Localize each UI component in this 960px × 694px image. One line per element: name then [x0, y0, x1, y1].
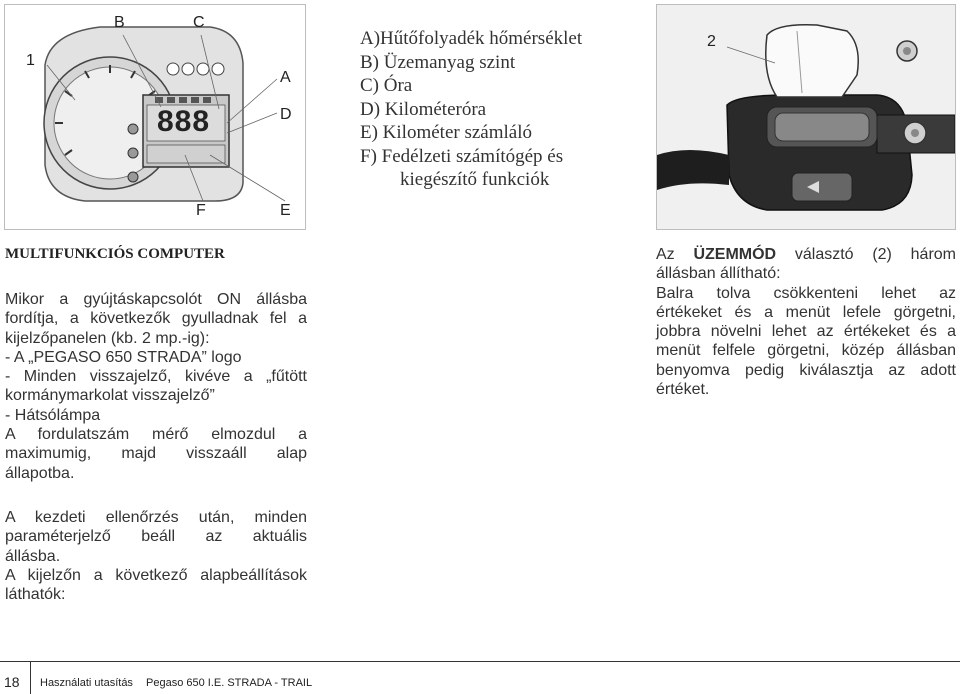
label-f: F — [196, 202, 206, 219]
legend-item-b: B) Üzemanyag szint — [360, 51, 516, 73]
label-1: 1 — [26, 52, 35, 69]
mode-line-4: értékeket és a menüt lefele görgetni, — [656, 303, 956, 321]
mode-keyword: ÜZEMMÓD — [693, 246, 777, 263]
intro-line-10: állapotba. — [5, 464, 75, 482]
handlebar-switch-figure — [656, 4, 956, 230]
mode-line-1 — [656, 245, 956, 264]
label-2: 2 — [707, 33, 716, 50]
intro-line-2: fordítja, a következők gyulladnak fel a — [5, 310, 307, 328]
label-a: A — [280, 69, 291, 86]
legend-item-e: E) Kilométer számláló — [360, 122, 532, 143]
legend-item-a: A)Hűtőfolyadék hőmérséklet — [360, 28, 583, 49]
mode-line-6: menüt felfele görgetni, közép állásban — [656, 342, 956, 360]
followup-line-2: paraméterjelző beáll az aktuális — [5, 528, 307, 546]
legend-item-c: C) Óra — [360, 75, 413, 96]
legend-item-f: F) Fedélzeti számítógép és — [360, 145, 564, 167]
intro-line-7: - Hátsólámpa — [5, 406, 101, 424]
legend-item-f-cont: kiegészítő funkciók — [400, 169, 550, 190]
footer-divider — [30, 661, 31, 694]
intro-line-4: - A „PEGASO 650 STRADA” logo — [5, 348, 242, 366]
footer-rule — [0, 661, 960, 662]
handlebar-switch-illustration — [657, 5, 955, 229]
followup-line-4: A kijelzőn a következő alapbeállítások — [5, 566, 307, 584]
intro-line-9: maximumig, majd visszaáll alap — [5, 445, 307, 463]
lcd-digits: 888 — [157, 105, 211, 138]
footer-manual-title: Használati utasítás — [40, 677, 133, 689]
label-c: C — [193, 14, 205, 31]
followup-line-3: állásba. — [5, 547, 61, 565]
legend-item-d: D) Kilométeróra — [360, 98, 487, 120]
intro-line-3: kijelzőpanelen (kb. 2 mp.-ig): — [5, 329, 210, 347]
mode-rest: választó (2) három — [776, 246, 956, 263]
mode-prefix: Az — [656, 246, 694, 263]
mode-selector-paragraph — [656, 245, 956, 399]
intro-line-8: A fordulatszám mérő elmozdul a — [5, 426, 307, 444]
instrument-cluster-illustration — [5, 5, 305, 229]
mode-line-5: jobbra növelni lehet az értékeket és a — [656, 323, 956, 341]
followup-line-1: A kezdeti ellenőrzés után, minden — [5, 509, 307, 526]
mode-line-2: állásban állítható: — [656, 265, 781, 283]
page-number: 18 — [4, 674, 20, 690]
mode-line-3: Balra tolva csökkenteni lehet az — [656, 284, 956, 302]
intro-line-6: kormánymarkolat visszajelző” — [5, 387, 215, 405]
label-e: E — [280, 202, 291, 219]
label-b: B — [114, 14, 125, 31]
followup-paragraph — [5, 508, 307, 604]
section-heading: MULTIFUNKCIÓS COMPUTER — [5, 246, 225, 262]
legend — [360, 27, 650, 192]
intro-line-5: - Minden visszajelző, kivéve a „fűtött — [5, 368, 307, 386]
instrument-cluster-figure — [4, 4, 306, 230]
intro-paragraph — [5, 290, 307, 483]
mode-line-8: értéket. — [656, 381, 710, 399]
footer-model: Pegaso 650 I.E. STRADA - TRAIL — [146, 677, 313, 689]
label-d: D — [280, 106, 292, 123]
followup-line-5: láthatók: — [5, 586, 66, 604]
intro-line-1: Mikor a gyújtáskapcsolót ON állásba — [5, 291, 307, 308]
mode-line-7: benyomva pedig kiválasztja az adott — [656, 361, 956, 379]
